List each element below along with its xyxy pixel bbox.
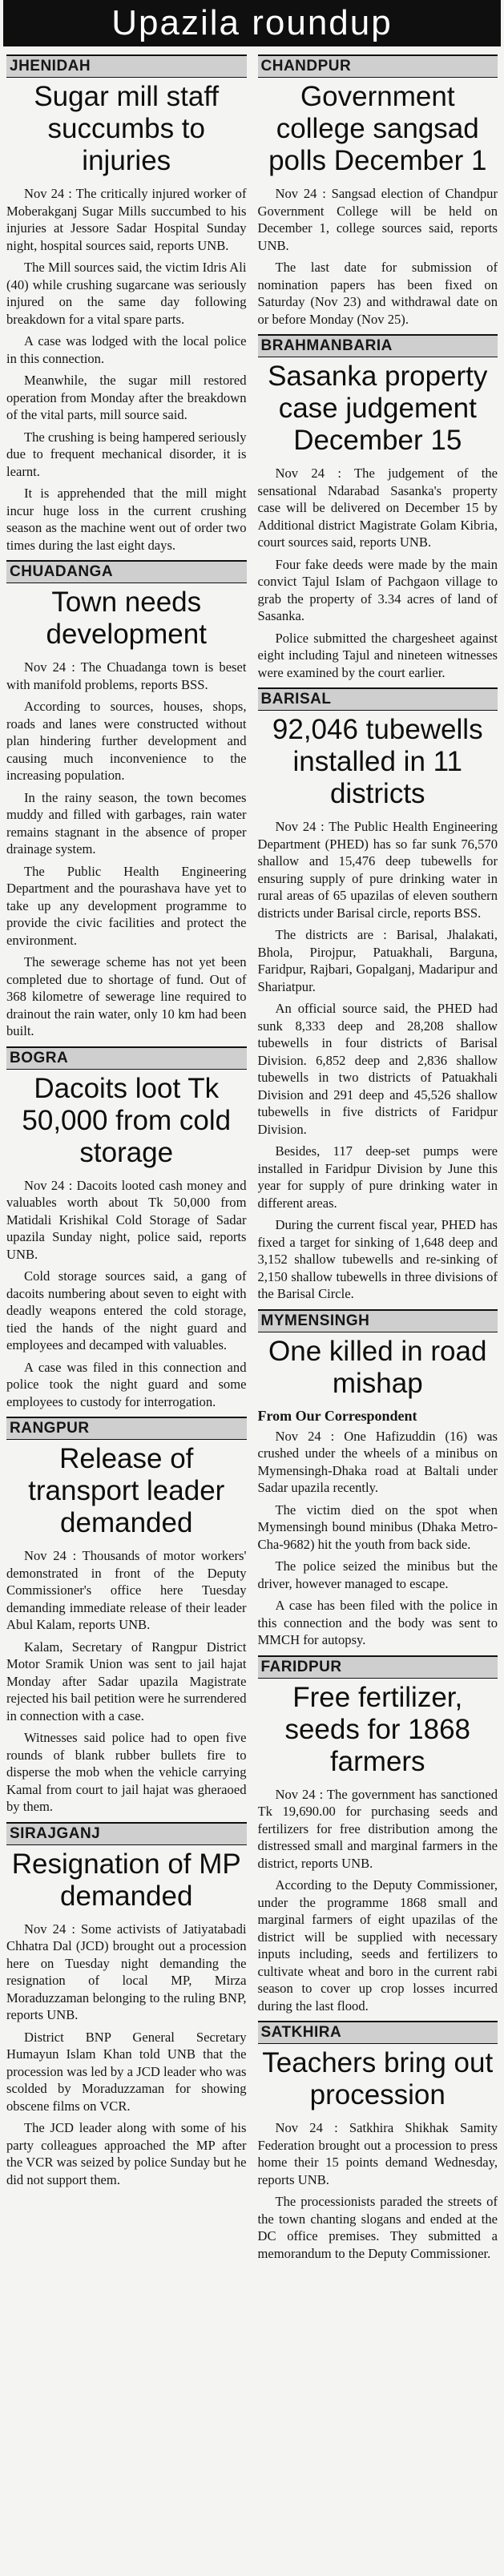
story-body: [6, 1177, 247, 1411]
paragraph: A case was lodged with the local police in this connection.: [6, 333, 247, 366]
paragraph: Meanwhile, the sugar mill restored operation from Monday after the breakdown of the vital parts, mill source said.: [6, 373, 247, 422]
paragraph: Nov 24 : Sangsad election of Chandpur Government College will be held on December 1, college sources said, reports UNB.: [257, 186, 498, 253]
paragraph: Nov 24 : Satkhira Shikhak Samity Federation brought out a procession to press home their 15 points demand Wednesday, reports UNB.: [257, 2120, 498, 2187]
paragraph: Nov 24 : One Hafizuddin (16) was crushed under the wheels of a minibus on Mymensingh-Dhaka road at Baltali under Sadar upazila recently.: [257, 1428, 498, 1495]
headline: 92,046 tubewells installed in 11 districts: [272, 714, 483, 809]
paragraph: A case was filed in this connection and police took the night guard and some employees to custody for interrogation.: [6, 1359, 247, 1409]
dateline: CHUADANGA: [6, 560, 247, 583]
paragraph: The Public Health Engineering Department and the pourashava have yet to take up any development programme to provide the civic facilities and protect the environment.: [6, 863, 247, 948]
paragraph: The processionists paraded the streets of the town chanting slogans and ended at the DC office premises. They submitted a memorandum to the Deputy Commissioner.: [257, 2194, 498, 2261]
paragraph: Cold storage sources said, a gang of dacoits numbering about seven to eight with deadly weapons entered the cold storage, tied the hands of the night guard and employees and decamped with valuables.: [6, 1268, 247, 1353]
story-brahmanbaria: [258, 334, 498, 681]
story-satkhira: [258, 2021, 498, 2262]
story-body: [6, 659, 247, 1040]
paragraph: Nov 24 : The judgement of the sensational Ndarabad Sasanka's property case will be delivered on December 15 by Additional district Magistrate Golam Kibria, court sources said, reports UNB.: [257, 466, 498, 550]
paragraph: A case has been filed with the police in this connection and the body was sent to MMCH for autopsy.: [257, 1598, 498, 1647]
paragraph: Nov 24 : The Public Health Engineering Department (PHED) has so far sunk 76,570 shallow and 15,476 deep tubewells for ensuring supply of pure drinking water in rural areas of 65 upazilas of eleven southern districts under Barisal circle, reports BSS.: [257, 819, 498, 921]
dateline: JHENIDAH: [6, 54, 247, 78]
paragraph: Four fake deeds were made by the main convict Tajul Islam of Pachgaon village to grab the property of 3.34 acres of land of Sasanka.: [257, 556, 498, 623]
story-body: [258, 1428, 498, 1649]
headline: Town needs development: [46, 587, 207, 650]
dateline: SIRAJGANJ: [6, 1822, 247, 1845]
headline: Sugar mill staff succumbs to injuries: [34, 81, 220, 176]
story-bogra: [6, 1046, 247, 1411]
dateline: BARISAL: [258, 687, 498, 711]
story-sirajganj: [6, 1822, 247, 2189]
headline: One killed in road mishap: [268, 1335, 487, 1399]
story-body: [258, 465, 498, 681]
paragraph: It is apprehended that the mill might incur huge loss in the current crushing season as the machine went out of order two times during the last eight days.: [6, 486, 247, 553]
headline: Release of transport leader demanded: [28, 1443, 225, 1538]
paragraph: Kalam, Secretary of Rangpur District Motor Sramik Union was sent to jail hajat Monday after Sadar upazila Magistrate rejected his bail petition were he surrendered in connection with a case.: [6, 1639, 247, 1723]
headline: Teachers bring out procession: [262, 2047, 494, 2110]
dateline: BRAHMANBARIA: [258, 334, 498, 357]
paragraph: Nov 24 : The government has sanctioned Tk 19,690.00 for purchasing seeds and fertilizers for free distribution among the distressed small and marginal farmers in the district, reports UNB.: [257, 1786, 498, 1871]
paragraph: The Mill sources said, the victim Idris Ali (40) while crushing sugarcane was seriously injured on the same day following breakdown for a vital spare parts.: [6, 260, 247, 327]
paragraph: According to sources, houses, shops, roads and lanes were constructed without plan hindering further development and causing much inconvenience to the increasing population.: [6, 699, 247, 783]
dateline: CHANDPUR: [258, 54, 498, 78]
right-column: [258, 54, 498, 2570]
dateline: MYMENSINGH: [258, 1309, 498, 1332]
dateline: RANGPUR: [6, 1417, 247, 1440]
paragraph: Nov 24 : Thousands of motor workers' demonstrated in front of the Deputy Commissioner's office here Tuesday demanding immediate release of their leader Abul Kalam, reports UNB.: [6, 1548, 247, 1632]
headline: Free fertilizer, seeds for 1868 farmers: [284, 1681, 471, 1777]
paragraph: Nov 24 : Dacoits looted cash money and valuables worth about Tk 50,000 from Matidali Krishikal Cold Storage of Sadar upazila Sunday night, police said, reports UNB.: [6, 1177, 247, 1262]
story-body: [6, 1921, 247, 2189]
story-body: [6, 185, 247, 554]
section-banner: Upazila roundup: [3, 0, 501, 46]
paragraph: The sewerage scheme has not yet been completed due to shortage of fund. Out of 368 kilometre of sewerage line required to drainout the rain water, only 10 km had been built.: [6, 954, 247, 1038]
paragraph: According to the Deputy Commissioner, under the programme 1868 small and marginal farmers of eight upazilas of the district will be supplied with necessary inputs including, seeds and fertilizers to cultivate wheat and boro in the current rabi season to cover up crop losses incurred during the last flood.: [257, 1877, 498, 2014]
paragraph: The victim died on the spot when Mymensingh bound minibus (Dhaka Metro-Cha-9682) hit the youth from back side.: [257, 1502, 498, 1552]
story-rangpur: [6, 1417, 247, 1816]
story-body: [258, 818, 498, 1303]
paragraph: The police seized the minibus but the driver, however managed to escape.: [257, 1558, 498, 1591]
headline: Government college sangsad polls December 1: [268, 81, 487, 176]
paragraph: Besides, 117 deep-set pumps were installed in Faridpur Division by June this year for supply of pure drinking water in different areas.: [257, 1143, 498, 1211]
paragraph: An official source said, the PHED had sunk 8,333 deep and 28,208 shallow tubewells in four districts of Barisal Division. 6,852 deep and 2,836 shallow tubewells in two districts of Patuakhali Division and 291 deep and 45,526 shallow tubewells in five districts of Faridpur Division.: [257, 1001, 498, 1137]
story-chuadanga: [6, 560, 247, 1040]
paragraph: In the rainy season, the town becomes muddy and filled with garbages, rain water remains stagnant in the absence of proper drainage system.: [6, 789, 247, 857]
paragraph: Police submitted the chargesheet against eight including Tajul and nineteen witnesses were examined by the court earlier.: [257, 630, 498, 680]
story-barisal: [258, 687, 498, 1303]
story-body: [258, 1786, 498, 2015]
paragraph: The last date for submission of nomination papers has been fixed on Saturday (Nov 23) and withdrawal date on or before Monday (Nov 25).: [257, 260, 498, 327]
headline: Resignation of MP demanded: [11, 1848, 241, 1912]
paragraph: Nov 24 : The Chuadanga town is beset with manifold problems, reports BSS.: [6, 659, 247, 692]
paragraph: During the current fiscal year, PHED has fixed a target for sinking of 1,648 deep and 3,152 shallow tubewells and re-sinking of 2,150 shallow tubewells in three divisions of the Barisal Circle.: [257, 1217, 498, 1301]
headline: Dacoits loot Tk 50,000 from cold storage: [22, 1072, 232, 1168]
story-body: [6, 1547, 247, 1816]
headline: Sasanka property case judgement December 15: [268, 361, 488, 456]
columns: [3, 54, 501, 2570]
story-body: [258, 185, 498, 328]
paragraph: Nov 24 : Some activists of Jatiyatabadi Chhatra Dal (JCD) brought out a procession here on Tuesday night demanding the resignation of local MP, Mirza Moraduzzaman belonging to the ruling BNP, reports UNB.: [6, 1921, 247, 2022]
paragraph: District BNP General Secretary Humayun Islam Khan told UNB that the procession was led by a JCD leader who was scolded by Moraduzzaman for showing obscene films on VCR.: [6, 2029, 247, 2114]
paragraph: The crushing is being hampered seriously due to frequent mechanical disorder, it is learnt.: [6, 429, 247, 479]
byline: From Our Correspondent: [257, 1407, 417, 1424]
paragraph: The districts are : Barisal, Jhalakati, Bhola, Pirojpur, Patuakhali, Barguna, Faridpur, Rajbari, Gopalganj, Madaripur and Shariatpur.: [257, 927, 498, 994]
left-column: [6, 54, 247, 2570]
paragraph: The JCD leader along with some of his party colleagues approached the MP after the VCR was seized by police Sunday but he did not support them.: [6, 2120, 247, 2187]
dateline: FARIDPUR: [258, 1655, 498, 1679]
story-body: [258, 2119, 498, 2262]
dateline: BOGRA: [6, 1046, 247, 1070]
story-faridpur: [258, 1655, 498, 2015]
dateline: SATKHIRA: [258, 2021, 498, 2044]
story-jhenidah: [6, 54, 247, 554]
paragraph: Witnesses said police had to open five rounds of blank rubber bullets fire to disperse the mob when the vehicle carrying Kamal from court to jail hajat was gheraoed by them.: [6, 1730, 247, 1814]
story-mymensingh: [258, 1309, 498, 1649]
story-chandpur: [258, 54, 498, 328]
paragraph: Nov 24 : The critically injured worker of Moberakganj Sugar Mills succumbed to his injuries at Jessore Sadar Hospital Sunday night, hospital sources said, reports UNB.: [6, 186, 247, 253]
